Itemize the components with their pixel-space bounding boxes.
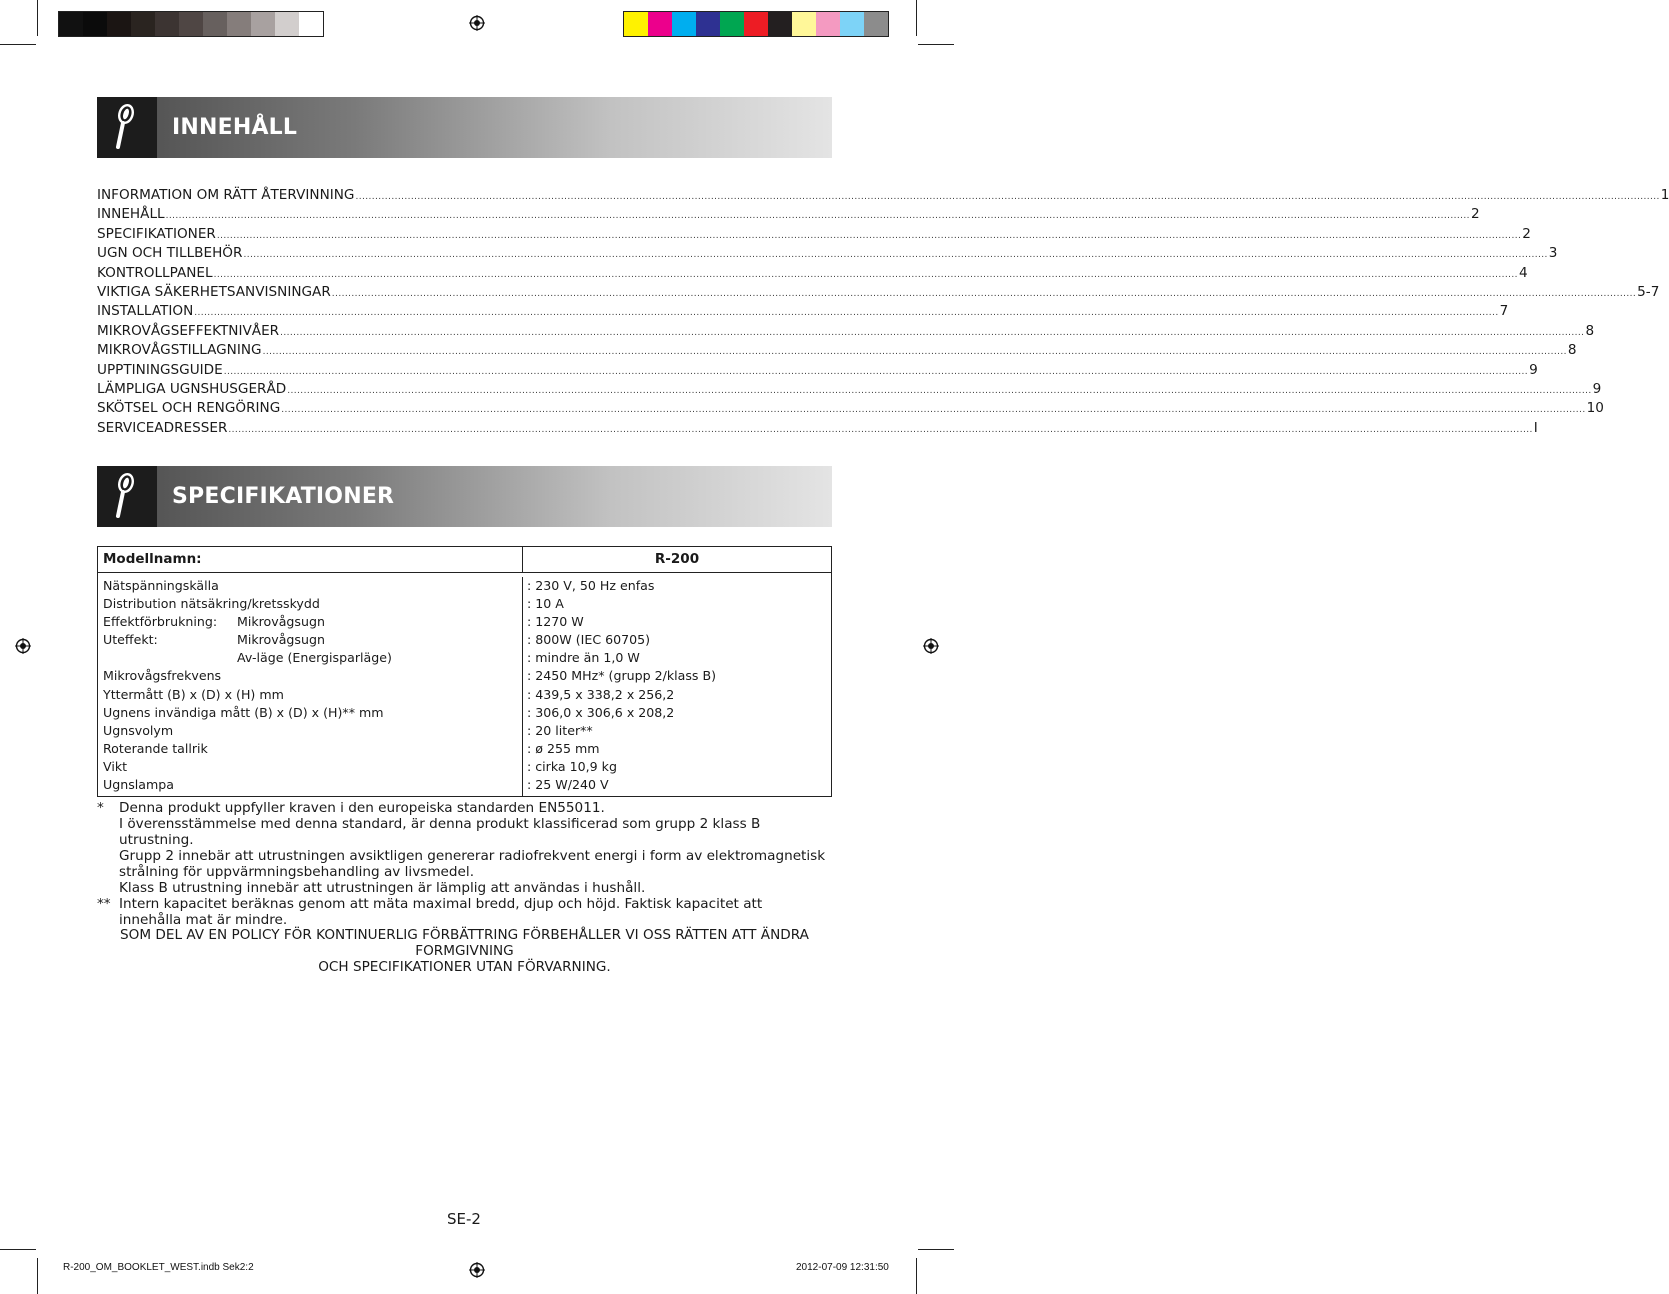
toc-leader-dots: ................................................................................................................................................................................................................................................................................................................................................................................................................ bbox=[281, 405, 1586, 416]
spec-label: Nätspänningskälla bbox=[103, 578, 219, 593]
color-swatch bbox=[864, 12, 888, 36]
toc-entry-title: UGN OCH TILLBEHÖR bbox=[97, 245, 243, 262]
color-swatch bbox=[203, 12, 227, 36]
spec-row-label bbox=[103, 740, 522, 758]
print-slug-datetime: 2012-07-09 12:31:50 bbox=[796, 1262, 889, 1273]
color-swatch bbox=[155, 12, 179, 36]
page-number: SE-2 bbox=[447, 1210, 481, 1228]
toc-leader-dots: ................................................................................................................................................................................................................................................................................................................................................................................................................ bbox=[228, 424, 1533, 435]
toc-entry-page: 7 bbox=[1499, 303, 1509, 320]
registration-mark-icon bbox=[469, 15, 485, 31]
toc-entry[interactable] bbox=[97, 322, 1595, 341]
color-swatch bbox=[624, 12, 648, 36]
crop-mark bbox=[916, 1258, 917, 1294]
spec-row-label bbox=[103, 758, 522, 776]
toc-entry-title: VIKTIGA SÄKERHETSANVISNINGAR bbox=[97, 283, 331, 300]
footnote-marker: ** bbox=[97, 896, 111, 912]
specifications-table bbox=[97, 546, 832, 797]
toc-leader-dots: ................................................................................................................................................................................................................................................................................................................................................................................................................ bbox=[287, 385, 1592, 396]
table-header-row bbox=[98, 547, 831, 573]
color-swatch bbox=[792, 12, 816, 36]
toc-entry-title: SKÖTSEL OCH RENGÖRING bbox=[97, 400, 281, 417]
color-swatch bbox=[696, 12, 720, 36]
toc-entry-title: INFORMATION OM RÄTT ÅTERVINNING bbox=[97, 187, 355, 203]
gray-calibration-bar bbox=[58, 11, 324, 37]
toc-entry-title: INSTALLATION bbox=[97, 303, 194, 320]
footnote-line: Intern kapacitet beräknas genom att mäta maximal bredd, djup och höjd. Faktisk kapacitet att innehålla mat är mindre. bbox=[119, 896, 763, 928]
toc-leader-dots: ................................................................................................................................................................................................................................................................................................................................................................................................................ bbox=[213, 269, 1518, 280]
registration-mark-icon bbox=[469, 1262, 485, 1278]
toc-entry-title: KONTROLLPANEL bbox=[97, 264, 213, 281]
color-swatch bbox=[648, 12, 672, 36]
spec-sublabel: Av-läge (Energisparläge) bbox=[237, 650, 392, 666]
crop-mark bbox=[918, 1249, 954, 1250]
toc-entry[interactable] bbox=[97, 186, 1669, 205]
color-swatch bbox=[744, 12, 768, 36]
section-badge bbox=[97, 466, 157, 527]
spec-label: Vikt bbox=[103, 758, 128, 774]
spec-label: Roterande tallrik bbox=[103, 740, 208, 756]
spec-sublabel: Mikrovågsugn bbox=[237, 632, 325, 648]
color-swatch bbox=[816, 12, 840, 36]
toc-entry-page: 8 bbox=[1567, 342, 1577, 359]
toc-entry-title: MIKROVÅGSTILLAGNING bbox=[97, 342, 262, 359]
color-swatch bbox=[275, 12, 299, 36]
color-swatch bbox=[840, 12, 864, 36]
toc-entry[interactable] bbox=[97, 361, 1538, 380]
spec-label: Distribution nätsäkring/kretsskydd bbox=[103, 596, 320, 612]
spoon-icon bbox=[97, 97, 157, 158]
color-swatch bbox=[768, 12, 792, 36]
section-badge bbox=[97, 97, 157, 158]
spec-label: Ugnslampa bbox=[103, 777, 174, 793]
toc-entry[interactable] bbox=[97, 380, 1602, 399]
toc-entry-page: 5-7 bbox=[1637, 283, 1660, 300]
toc-entry-page: 4 bbox=[1518, 264, 1528, 281]
spec-value: : ø 255 mm bbox=[527, 740, 600, 756]
toc-leader-dots: ................................................................................................................................................................................................................................................................................................................................................................................................................ bbox=[165, 211, 1470, 222]
spec-value: : 439,5 x 338,2 x 256,2 bbox=[527, 686, 675, 702]
spec-value: : cirka 10,9 kg bbox=[527, 758, 617, 774]
toc-entry[interactable] bbox=[97, 244, 1558, 263]
crop-mark bbox=[37, 0, 38, 36]
toc-entry-page: 3 bbox=[1548, 245, 1558, 262]
specifications-title: SPECIFIKATIONER bbox=[172, 484, 395, 509]
contents-title: INNEHÅLL bbox=[172, 115, 298, 140]
toc-entry-title: LÄMPLIGA UGNSHUSGERÅD bbox=[97, 380, 287, 397]
footnote bbox=[97, 896, 827, 928]
color-swatch bbox=[179, 12, 203, 36]
footnote-line: Klass B utrustning innebär att utrustningen är lämplig att användas i hushåll. bbox=[119, 880, 646, 896]
toc-entry-title: SERVICEADRESSER bbox=[97, 419, 228, 436]
model-value: R-200 bbox=[654, 551, 700, 567]
color-swatch bbox=[672, 12, 696, 36]
toc-entry-title: SPECIFIKATIONER bbox=[97, 225, 216, 242]
spec-label: Effektförbrukning: bbox=[103, 614, 218, 630]
spec-value: : 20 liter** bbox=[527, 722, 593, 738]
spec-row-label bbox=[103, 595, 522, 613]
toc-entry-title: UPPTININGSGUIDE bbox=[97, 361, 223, 378]
spec-row-label bbox=[103, 613, 522, 631]
crop-mark bbox=[918, 44, 954, 45]
spec-row-label bbox=[103, 631, 522, 649]
spec-value: : 230 V, 50 Hz enfas bbox=[527, 578, 655, 593]
spec-sublabel: Mikrovågsugn bbox=[237, 614, 325, 630]
spec-value: : 306,0 x 306,6 x 208,2 bbox=[527, 704, 675, 720]
policy-statement bbox=[97, 927, 832, 975]
model-label: Modellnamn: bbox=[98, 547, 523, 572]
color-swatch bbox=[83, 12, 107, 36]
spec-label: Mikrovågsfrekvens bbox=[103, 668, 222, 684]
footnote-line: I överensstämmelse med denna standard, är denna produkt klassificerad som grupp 2 klass B utrustning. bbox=[119, 816, 761, 848]
footnotes bbox=[97, 800, 827, 928]
spec-label: Uteffekt: bbox=[103, 632, 158, 648]
contents-header bbox=[97, 97, 832, 158]
color-swatch bbox=[59, 12, 83, 36]
toc-entry-page: 2 bbox=[1470, 206, 1480, 223]
spec-row-label bbox=[103, 776, 522, 794]
spec-value: : 2450 MHz* (grupp 2/klass B) bbox=[527, 668, 717, 684]
toc-entry[interactable] bbox=[97, 283, 1660, 302]
spec-row-label bbox=[103, 686, 522, 704]
registration-mark-icon bbox=[15, 638, 31, 654]
spec-row-label bbox=[103, 667, 522, 685]
toc-leader-dots: ................................................................................................................................................................................................................................................................................................................................................................................................................ bbox=[331, 288, 1637, 299]
spec-value: : 800W (IEC 60705) bbox=[527, 632, 651, 648]
spec-row-label bbox=[103, 649, 522, 667]
crop-mark bbox=[0, 1249, 36, 1250]
toc-leader-dots: ................................................................................................................................................................................................................................................................................................................................................................................................................ bbox=[280, 327, 1585, 338]
toc-leader-dots: ................................................................................................................................................................................................................................................................................................................................................................................................................ bbox=[243, 250, 1548, 261]
registration-mark-icon bbox=[923, 638, 939, 654]
spec-values-column bbox=[523, 577, 831, 796]
crop-mark bbox=[916, 0, 917, 36]
color-swatch bbox=[227, 12, 251, 36]
spec-row-label bbox=[103, 722, 522, 740]
toc-entry-page: 1 bbox=[1660, 187, 1669, 203]
spec-row-label bbox=[103, 577, 522, 595]
color-swatch bbox=[107, 12, 131, 36]
footnote-line: Denna produkt uppfyller kraven i den europeiska standarden EN55011. bbox=[119, 800, 605, 816]
print-slug-file: R-200_OM_BOOKLET_WEST.indb Sek2:2 bbox=[63, 1262, 254, 1273]
crop-mark bbox=[0, 44, 36, 45]
toc-entry-page: I bbox=[1533, 419, 1538, 436]
color-swatch bbox=[299, 12, 323, 36]
color-calibration-bar bbox=[623, 11, 889, 37]
color-swatch bbox=[720, 12, 744, 36]
toc-entry-page: 2 bbox=[1522, 225, 1531, 242]
toc-entry[interactable] bbox=[97, 264, 1528, 283]
table-of-contents bbox=[97, 186, 1669, 438]
spec-value: : 10 A bbox=[527, 596, 564, 612]
spec-label: Ugnsvolym bbox=[103, 722, 174, 738]
toc-entry[interactable] bbox=[97, 205, 1480, 224]
toc-leader-dots: ................................................................................................................................................................................................................................................................................................................................................................................................................ bbox=[262, 347, 1567, 358]
color-swatch bbox=[251, 12, 275, 36]
spec-value: : 1270 W bbox=[527, 614, 584, 630]
policy-line: OCH SPECIFIKATIONER UTAN FÖRVARNING. bbox=[318, 959, 611, 975]
toc-entry[interactable] bbox=[97, 419, 1538, 438]
spec-label: Yttermått (B) x (D) x (H) mm bbox=[103, 686, 284, 702]
specifications-header bbox=[97, 466, 832, 527]
toc-leader-dots: ................................................................................................................................................................................................................................................................................................................................................................................................................ bbox=[355, 192, 1660, 202]
footnote-marker: * bbox=[97, 800, 104, 816]
toc-entry[interactable] bbox=[97, 302, 1509, 321]
toc-entry-page: 9 bbox=[1529, 361, 1538, 378]
toc-entry-page: 8 bbox=[1585, 322, 1595, 339]
toc-leader-dots: ................................................................................................................................................................................................................................................................................................................................................................................................................ bbox=[194, 308, 1499, 319]
spec-label: Ugnens invändiga mått (B) x (D) x (H)** mm bbox=[103, 704, 384, 720]
toc-leader-dots: ................................................................................................................................................................................................................................................................................................................................................................................................................ bbox=[223, 366, 1529, 377]
toc-entry-title: MIKROVÅGSEFFEKTNIVÅER bbox=[97, 322, 280, 339]
toc-entry-page: 10 bbox=[1586, 400, 1604, 417]
toc-leader-dots: ................................................................................................................................................................................................................................................................................................................................................................................................................ bbox=[216, 230, 1522, 241]
spec-labels-column bbox=[98, 577, 523, 796]
spec-row-label bbox=[103, 704, 522, 722]
spec-value: : mindre än 1,0 W bbox=[527, 650, 640, 666]
toc-entry-title: INNEHÅLL bbox=[97, 206, 165, 223]
toc-entry[interactable] bbox=[97, 341, 1577, 360]
crop-mark bbox=[37, 1258, 38, 1294]
toc-entry[interactable] bbox=[97, 399, 1604, 418]
toc-entry[interactable] bbox=[97, 225, 1531, 244]
toc-entry-page: 9 bbox=[1592, 380, 1602, 397]
footnote-line: Grupp 2 innebär att utrustningen avsiktligen genererar radiofrekvent energi i form av elektromagnetisk strålning för uppvärmningsbehandling av livsmedel. bbox=[119, 848, 826, 880]
spec-value: : 25 W/240 V bbox=[527, 777, 609, 793]
policy-line: SOM DEL AV EN POLICY FÖR KONTINUERLIG FÖRBÄTTRING FÖRBEHÅLLER VI OSS RÄTTEN ATT ÄNDRA FORMGIVNING bbox=[120, 927, 809, 959]
footnote bbox=[97, 800, 827, 896]
spoon-icon bbox=[97, 466, 157, 527]
color-swatch bbox=[131, 12, 155, 36]
